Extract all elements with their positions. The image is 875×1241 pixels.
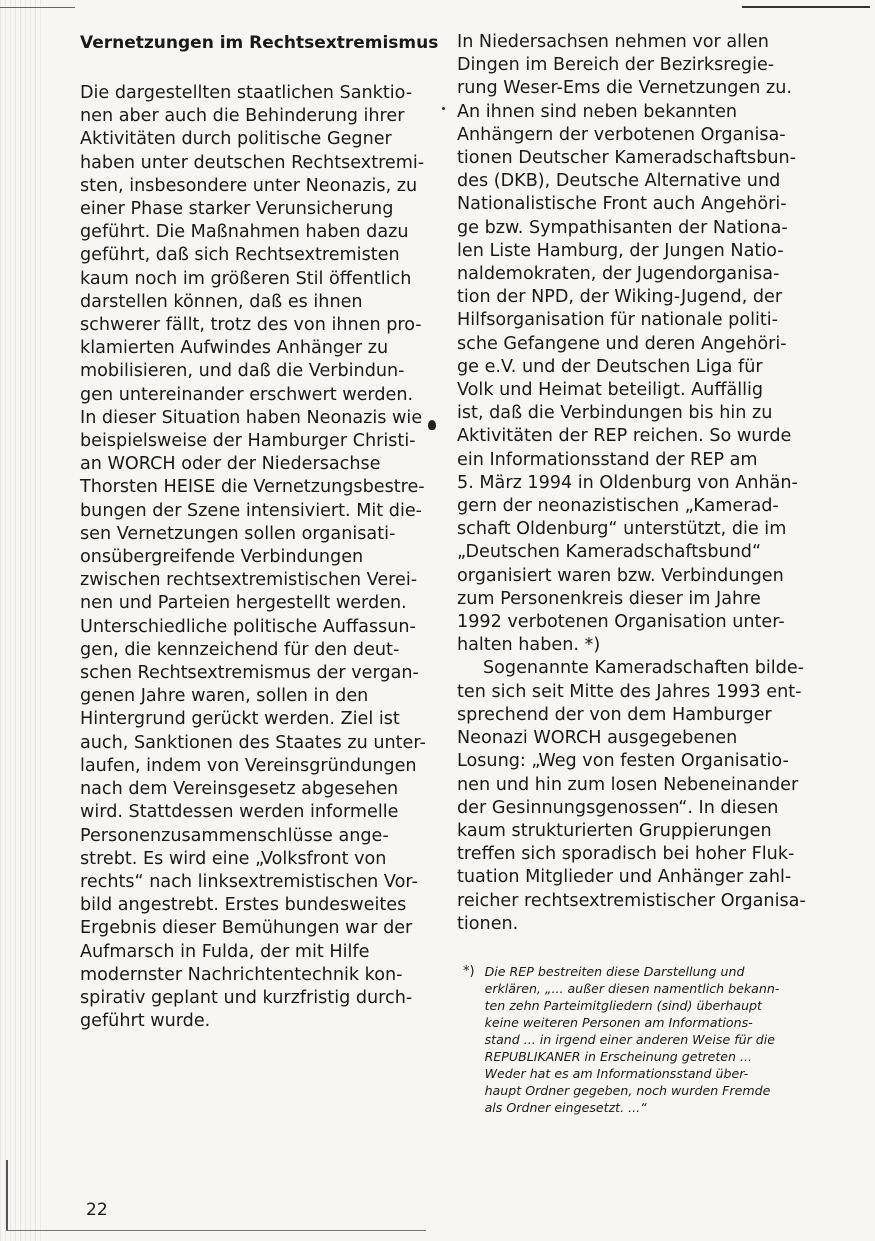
bottom-rule <box>6 1230 426 1231</box>
paragraph: Sogenannte Kameradschaften bilde- ten sich seit Mitte des Jahres 1993 ent- sprechend der von dem Hamburger Neonazi WORCH ausgegebenen Losung: „Weg von festen Organisatio- nen und hin zum losen Nebeneinander der Gesinnungsgenossen“. In diesen kaum strukturierten Gruppierungen treffen sich sporadisch bei hoher Fluk- tuation Mitglieder und Anhänger zahl- reicher rechtsextremistischer Organisa- tionen. <box>457 658 806 934</box>
paragraph: Die dargestellten staatlichen Sanktio- nen aber auch die Behinderung ihrer Aktivitäten durch politische Gegner haben unter deutschen Rechtsextremi- sten, insbesondere unter Neonazis, zu einer Phase starker Verunsicherung geführt. Die Maßnahmen haben dazu geführt, daß sich Rechtsextremisten kaum noch im größeren Stil öffentlich darstellen können, daß es ihnen schwerer fällt, trotz des von ihnen pro- klamierten Aufwindes Anhänger zu mobilisieren, und daß die Verbindun- gen untereinander erschwert werden. In dieser Situation haben Neonazis wie beispielsweise der Hamburger Christi- an WORCH oder der Niedersachse Thorsten HEISE die Vernetzungsbestre- bungen der Szene intensiviert. Mit die- sen Vernetzungen sollen organisati- onsübergreifende Verbindungen zwischen rechtsextremistischen Verei- nen und Parteien hergestellt werden. Unterschiedliche politische Auffassun- gen, die kennzeichend für den deut- schen Rechtsextremismus der vergan- genen Jahre waren, sollen in den Hintergrund gerückt werden. Ziel ist auch, Sanktionen des Staates zu unter- laufen, indem von Vereinsgründungen nach dem Vereinsgesetz abgesehen wird. Stattdessen werden informelle Personenzusammenschlüsse ange- strebt. Es wird eine „Volksfront von rechts“ nach linksextremistischen Vor- bild angestrebt. Erstes bundesweites Ergebnis dieser Bemühungen war der Aufmarsch in Fulda, der mit Hilfe modernster Nachrichtentechnik kon- spirativ geplant und kurzfristig durch- geführt wurde. <box>80 83 426 1032</box>
page-number: 22 <box>86 1200 108 1220</box>
top-rule-right <box>742 6 870 8</box>
scan-speck <box>442 107 445 110</box>
footnote <box>457 963 857 1116</box>
scan-edge-artifact <box>0 0 42 1241</box>
right-body <box>457 31 857 936</box>
left-body <box>80 82 440 1033</box>
top-rule-left <box>0 7 75 8</box>
section-heading: Vernetzungen im Rechtsextremismus <box>80 33 439 53</box>
footnote-marker: *) <box>463 963 475 979</box>
left-column <box>80 31 440 1033</box>
paragraph: In Niedersachsen nehmen vor allen Dingen im Bereich der Bezirksregie- rung Weser-Ems die Vernetzungen zu. An ihnen sind neben bekannten Anhängern der verbotenen Organisa- tionen Deutscher Kameradschaftsbun- des (DKB), Deutsche Alternative und Nationalistische Front auch Angehöri- ge bzw. Sympathisanten der Nationa- len Liste Hamburg, der Jungen Natio- naldemokraten, der Jugendorganisa- tion der NPD, der Wiking-Jugend, der Hilfsorganisation für nationale politi- sche Gefangene und deren Angehöri- ge e.V. und der Deutschen Liga für Volk und Heimat beteiligt. Auffällig ist, daß die Verbindungen bis hin zu Aktivitäten der REP reichen. So wurde ein Informationsstand der REP am 5. März 1994 in Oldenburg von Anhän- gern der neonazistischen „Kamerad- schaft Oldenburg“ unterstützt, die im „Deutschen Kameradschaftsbund“ organisiert waren bzw. Verbindungen zum Personenkreis dieser im Jahre 1992 verbotenen Organisation unter- halten haben. *) <box>457 32 798 656</box>
right-column <box>457 31 857 1116</box>
footnote-text: Die REP bestreiten diese Darstellung und erklären, „... außer diesen namentlich bekann- ten zehn Parteimitgliedern (sind) überhaupt keine weiteren Personen am Informations- stand ... in irgend einer anderen Weise für die REPUBLIKANER in Erscheinung getreten ... Weder hat es am Informationsstand über- haupt Ordner gegeben, noch wurden Fremde als Ordner eingesetzt. ...“ <box>484 963 780 1115</box>
